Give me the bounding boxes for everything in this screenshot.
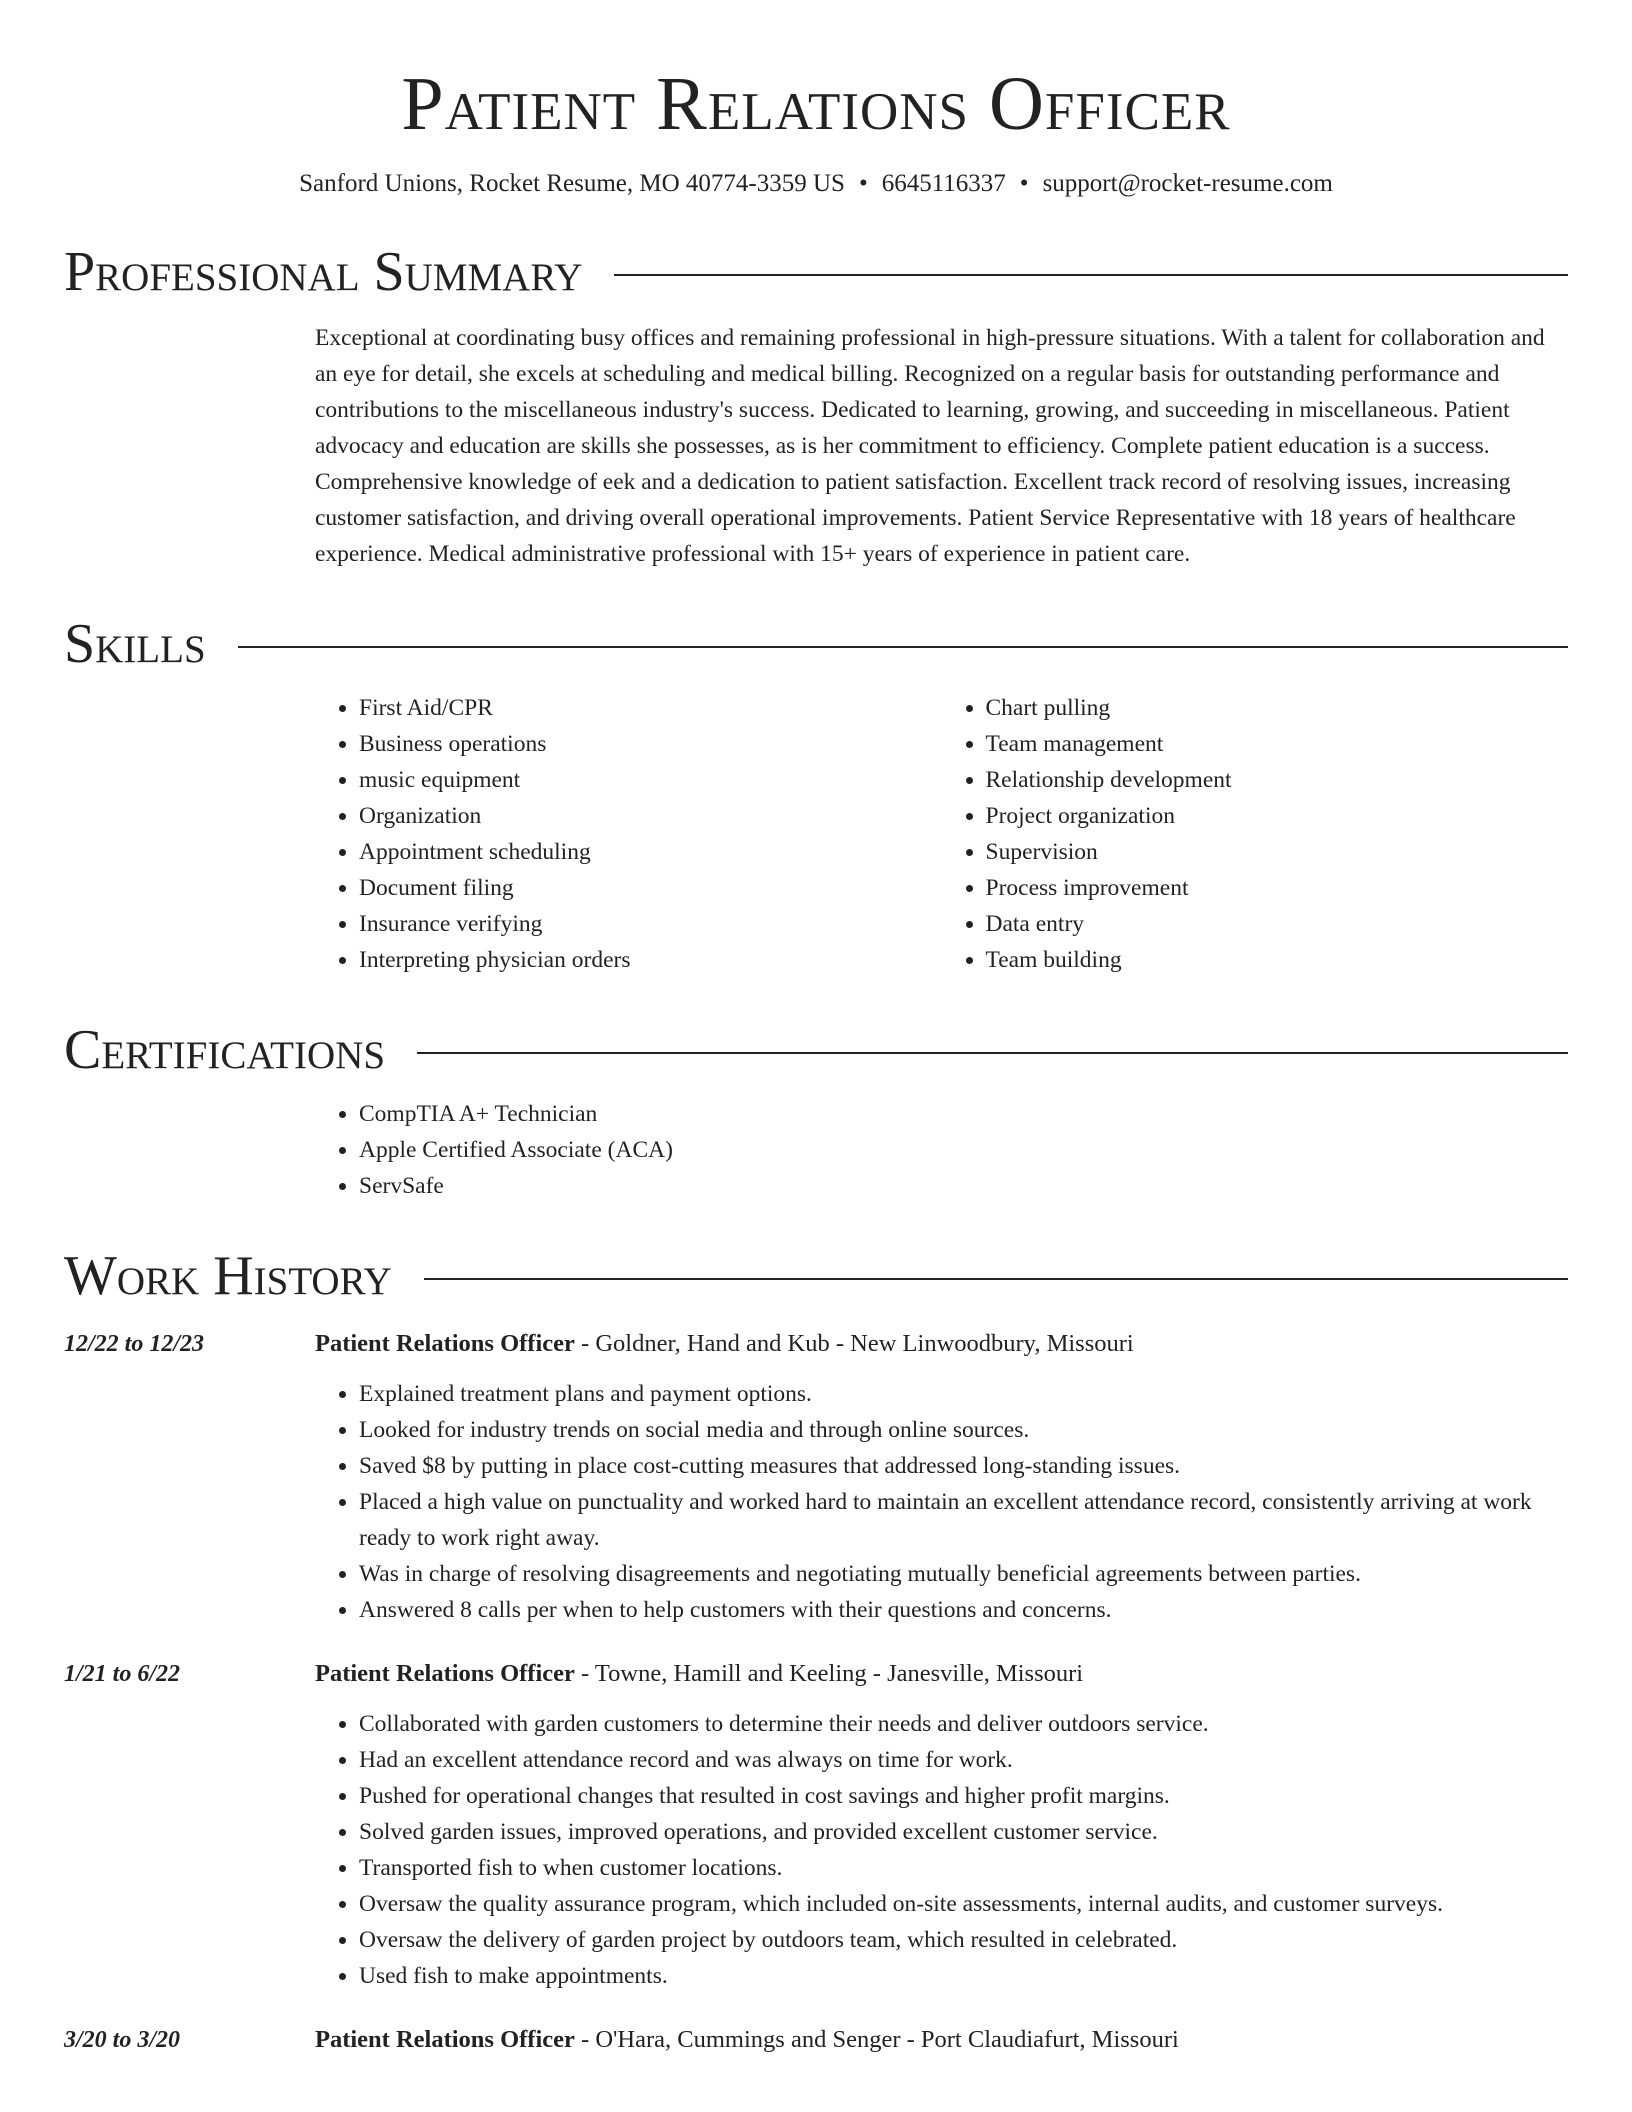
skill-item: • Chart pulling	[986, 690, 1569, 726]
contact-phone: 6645116337	[881, 170, 1006, 197]
certification-item: • ServSafe	[359, 1168, 1568, 1204]
section-divider	[238, 646, 1568, 648]
summary-text: Exceptional at coordinating busy offices and remaining professional in high-pressure situations. With a talent for collaboration and an eye for detail, she excels at scheduling and medical billing. Recognized on a regular basis for outstanding performance and contributions to the miscellaneous industry's success. Dedicated to learning, growing, and succeeding in miscellaneous. Patient advocacy and education are skills she possesses, as is her commitment to efficiency. Complete patient education is a success. Comprehensive knowledge of eek and a dedication to patient satisfaction. Excellent track record of resolving issues, increasing customer satisfaction, and driving overall operational improvements. Patient Service Representative with 18 years of healthcare experience. Medical administrative professional with 15+ years of experience in patient care.	[315, 325, 1545, 567]
job-entry	[64, 2022, 1568, 2058]
job-bullet: • Collaborated with garden customers to determine their needs and deliver outdoors service.	[359, 1706, 1568, 1742]
skill-item: • Document filing	[359, 870, 942, 906]
job-bullet: • Was in charge of resolving disagreements and negotiating mutually beneficial agreements between parties.	[359, 1556, 1568, 1592]
skill-item: • music equipment	[359, 762, 942, 798]
skills-column-left	[315, 690, 942, 978]
candidate-name: Patient Relations Officer	[401, 62, 1231, 146]
job-dates: 1/21 to 6/22	[64, 1661, 181, 1687]
certification-item: • Apple Certified Associate (ACA)	[359, 1132, 1568, 1168]
summary-section-title: Professional Summary	[64, 241, 583, 303]
skill-item: • Appointment scheduling	[359, 834, 942, 870]
job-company: - Goldner, Hand and Kub - New Linwoodbury, Missouri	[574, 1330, 1134, 1357]
contact-separator: •	[858, 170, 868, 197]
skill-item: • Process improvement	[986, 870, 1569, 906]
skill-item: • Team building	[986, 942, 1569, 978]
job-dates: 12/22 to 12/23	[64, 1331, 205, 1357]
skill-item: • Organization	[359, 798, 942, 834]
job-header	[64, 1326, 1568, 1362]
job-bullets	[315, 1376, 1568, 1628]
certification-item: • CompTIA A+ Technician	[359, 1096, 1568, 1132]
skills-section-header	[64, 612, 1568, 676]
job-dates: 3/20 to 3/20	[64, 2027, 181, 2053]
job-bullet: • Transported fish to when customer locations.	[359, 1850, 1568, 1886]
contact-line	[64, 168, 1568, 200]
work-section-title: Work History	[64, 1245, 392, 1307]
skill-item: • First Aid/CPR	[359, 690, 942, 726]
section-divider	[424, 1278, 1568, 1280]
skills-column-right	[942, 690, 1569, 978]
job-title-line	[315, 1326, 1134, 1362]
job-title: Patient Relations Officer	[315, 2026, 575, 2053]
section-divider	[417, 1052, 1568, 1054]
job-title: Patient Relations Officer	[315, 1660, 575, 1687]
job-bullet: • Oversaw the delivery of garden project by outdoors team, which resulted in celebrated.	[359, 1922, 1568, 1958]
job-bullets	[315, 1706, 1568, 1994]
skill-item: • Data entry	[986, 906, 1569, 942]
job-entry	[64, 1656, 1568, 1994]
skills-list	[315, 690, 1568, 978]
job-company: - Towne, Hamill and Keeling - Janesville, Missouri	[574, 1660, 1084, 1687]
job-bullet: • Oversaw the quality assurance program, which included on-site assessments, internal audits, and customer surveys.	[359, 1886, 1568, 1922]
skill-item: • Project organization	[986, 798, 1569, 834]
job-bullet: • Solved garden issues, improved operations, and provided excellent customer service.	[359, 1814, 1568, 1850]
job-bullet: • Looked for industry trends on social media and through online sources.	[359, 1412, 1568, 1448]
contact-email: support@rocket-resume.com	[1042, 170, 1333, 197]
job-bullet: • Had an excellent attendance record and was always on time for work.	[359, 1742, 1568, 1778]
skill-item: • Relationship development	[986, 762, 1569, 798]
job-title-line	[315, 2022, 1179, 2058]
job-title: Patient Relations Officer	[315, 1330, 575, 1357]
skill-item: • Business operations	[359, 726, 942, 762]
job-bullet: • Saved $8 by putting in place cost-cutting measures that addressed long-standing issues.	[359, 1448, 1568, 1484]
job-bullet: • Explained treatment plans and payment options.	[359, 1376, 1568, 1412]
section-divider	[614, 274, 1568, 276]
job-header	[64, 2022, 1568, 2058]
contact-address: Sanford Unions, Rocket Resume, MO 40774-3359 US	[299, 170, 845, 197]
skill-item: • Supervision	[986, 834, 1569, 870]
contact-separator: •	[1019, 170, 1029, 197]
job-bullet: • Used fish to make appointments.	[359, 1958, 1568, 1994]
job-title-line	[315, 1656, 1083, 1692]
skill-item: • Team management	[986, 726, 1569, 762]
certifications-list	[315, 1096, 1568, 1204]
job-bullet: • Placed a high value on punctuality and worked hard to maintain an excellent attendance record, consistently arriving at work ready to work right away.	[359, 1484, 1568, 1556]
skills-section-title: Skills	[64, 613, 206, 675]
certifications-section-title: Certifications	[64, 1019, 386, 1081]
job-bullet: • Answered 8 calls per when to help customers with their questions and concerns.	[359, 1592, 1568, 1628]
skill-item: • Interpreting physician orders	[359, 942, 942, 978]
job-entry	[64, 1326, 1568, 1628]
job-bullet: • Pushed for operational changes that resulted in cost savings and higher profit margins.	[359, 1778, 1568, 1814]
job-header	[64, 1656, 1568, 1692]
skill-item: • Insurance verifying	[359, 906, 942, 942]
work-section-header	[64, 1244, 1568, 1308]
certifications-section-header	[64, 1018, 1568, 1082]
summary-section-header	[64, 240, 1568, 304]
job-company: - O'Hara, Cummings and Senger - Port Claudiafurt, Missouri	[574, 2026, 1179, 2053]
